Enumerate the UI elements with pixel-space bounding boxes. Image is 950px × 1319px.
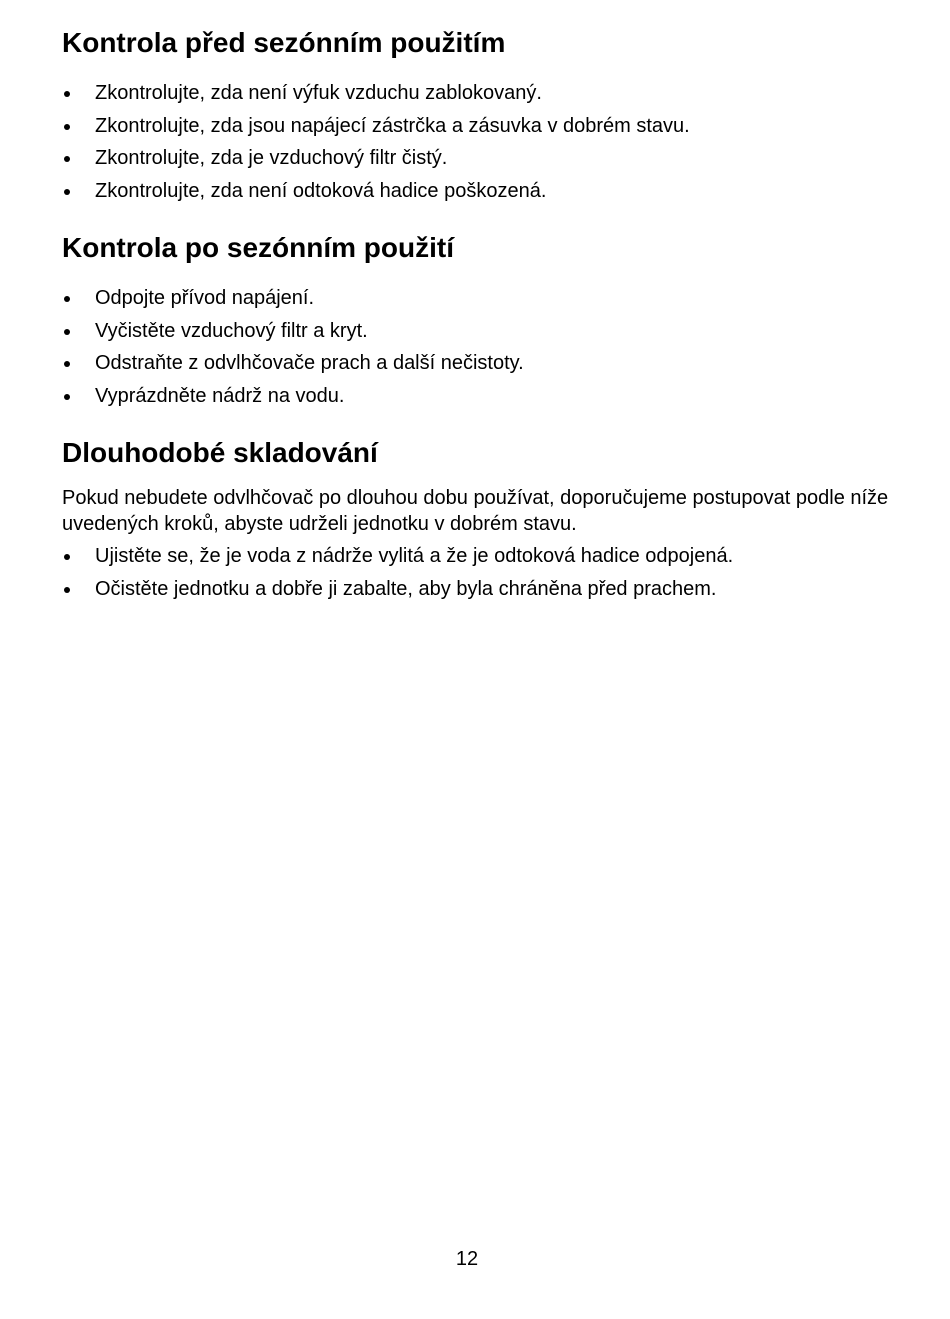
section-long-term-storage: [62, 436, 902, 605]
section-heading: Dlouhodobé skladování: [62, 437, 378, 468]
list-item: Zkontrolujte, zda je vzduchový filtr čistý.: [62, 142, 902, 175]
list-item: Odstraňte z odvlhčovače prach a další nečistoty.: [62, 347, 902, 380]
section-heading: Kontrola po sezónním použití: [62, 232, 454, 263]
page-number: 12: [455, 1248, 479, 1270]
list-item: Zkontrolujte, zda není odtoková hadice poškozená.: [62, 175, 902, 208]
section-pre-season-check: [62, 26, 902, 207]
list-item: Vyčistěte vzduchový filtr a kryt.: [62, 315, 902, 348]
list-item: Odpojte přívod napájení.: [62, 282, 902, 315]
list-item: Očistěte jednotku a dobře ji zabalte, aby byla chráněna před prachem.: [62, 573, 902, 606]
bullet-list: [62, 77, 902, 207]
bullet-list: [62, 282, 902, 412]
bullet-list: [62, 540, 902, 605]
list-item: Zkontrolujte, zda není výfuk vzduchu zablokovaný.: [62, 77, 902, 110]
section-intro-paragraph: Pokud nebudete odvlhčovač po dlouhou dobu používat, doporučujeme postupovat podle níže uvedených kroků, abyste udrželi jednotku v dobrém stavu.: [62, 487, 889, 535]
list-item: Ujistěte se, že je voda z nádrže vylitá a že je odtoková hadice odpojená.: [62, 540, 902, 573]
section-post-season-check: [62, 231, 902, 412]
list-item: Zkontrolujte, zda jsou napájecí zástrčka a zásuvka v dobrém stavu.: [62, 110, 902, 143]
section-heading: Kontrola před sezónním použitím: [62, 27, 506, 58]
list-item: Vyprázdněte nádrž na vodu.: [62, 380, 902, 413]
